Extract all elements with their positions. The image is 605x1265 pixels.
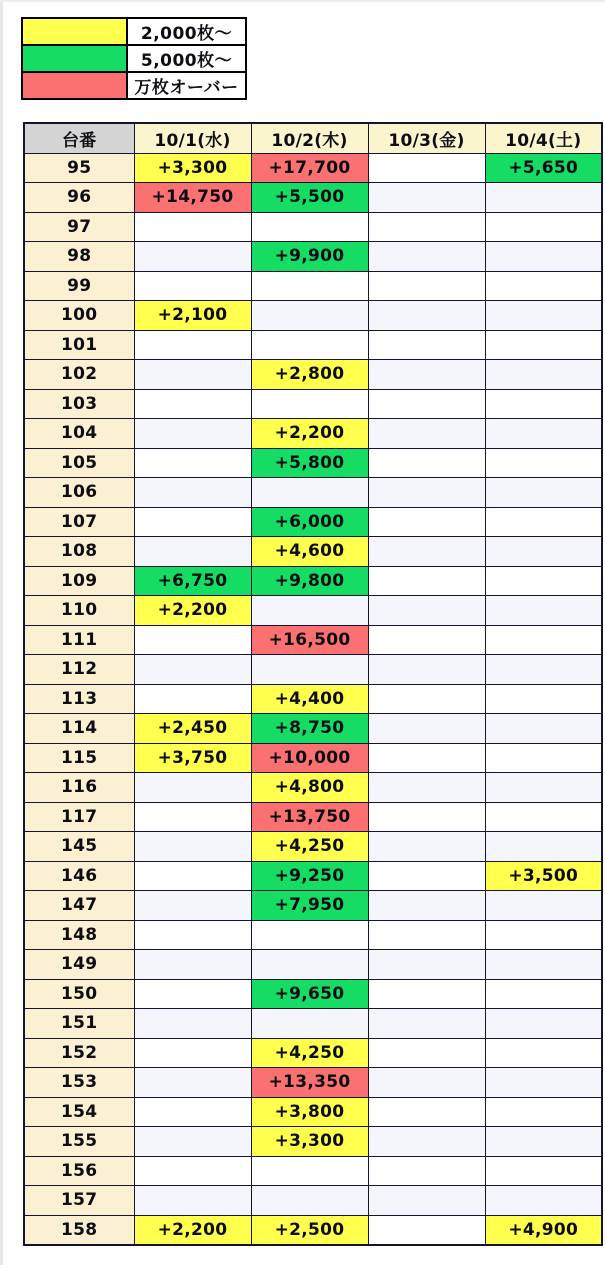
value-cell-empty bbox=[485, 596, 602, 626]
value-cell-empty bbox=[368, 1156, 485, 1186]
value-cell-empty bbox=[368, 1097, 485, 1127]
machine-number-cell: 153 bbox=[24, 1068, 134, 1098]
value-cell-empty bbox=[485, 360, 602, 390]
value-cell-yellow: +3,750 bbox=[134, 743, 251, 773]
value-cell-empty bbox=[251, 655, 368, 685]
value-cell-yellow: +4,250 bbox=[251, 832, 368, 862]
window-edge-top bbox=[0, 0, 605, 2]
legend-label: 2,000枚〜 bbox=[127, 18, 246, 45]
column-header-date: 10/2(木) bbox=[251, 123, 368, 153]
value-cell-green: +7,950 bbox=[251, 891, 368, 921]
value-cell-empty bbox=[134, 212, 251, 242]
table-row bbox=[24, 1186, 602, 1216]
value-cell-empty bbox=[134, 1156, 251, 1186]
value-cell-empty bbox=[134, 1068, 251, 1098]
legend-table bbox=[21, 17, 247, 100]
value-cell-empty bbox=[485, 1068, 602, 1098]
value-cell-empty bbox=[485, 271, 602, 301]
value-cell-empty bbox=[368, 419, 485, 449]
legend-body bbox=[22, 18, 246, 99]
value-cell-empty bbox=[134, 1186, 251, 1216]
machine-number-cell: 115 bbox=[24, 743, 134, 773]
value-cell-yellow: +3,500 bbox=[485, 861, 602, 891]
value-cell-empty bbox=[134, 802, 251, 832]
value-cell-empty bbox=[368, 1127, 485, 1157]
legend-swatch-red bbox=[22, 72, 127, 99]
window-edge-left bbox=[0, 0, 3, 1265]
value-cell-empty bbox=[251, 920, 368, 950]
value-cell-empty bbox=[485, 950, 602, 980]
value-cell-yellow: +2,100 bbox=[134, 301, 251, 331]
value-cell-empty bbox=[368, 802, 485, 832]
value-cell-empty bbox=[368, 1038, 485, 1068]
value-cell-empty bbox=[251, 1156, 368, 1186]
value-cell-empty bbox=[485, 478, 602, 508]
value-cell-red: +14,750 bbox=[134, 183, 251, 213]
table-row bbox=[24, 537, 602, 567]
value-cell-empty bbox=[368, 861, 485, 891]
value-cell-empty bbox=[485, 655, 602, 685]
value-cell-empty bbox=[485, 537, 602, 567]
table-row bbox=[24, 1009, 602, 1039]
machine-number-cell: 105 bbox=[24, 448, 134, 478]
value-cell-empty bbox=[368, 714, 485, 744]
value-cell-empty bbox=[485, 743, 602, 773]
value-cell-empty bbox=[368, 773, 485, 803]
value-cell-green: +9,250 bbox=[251, 861, 368, 891]
value-cell-empty bbox=[368, 212, 485, 242]
value-cell-yellow: +3,300 bbox=[251, 1127, 368, 1157]
column-header-machine: 台番 bbox=[24, 123, 134, 153]
value-cell-empty bbox=[368, 566, 485, 596]
value-cell-empty bbox=[368, 891, 485, 921]
column-header-date: 10/3(金) bbox=[368, 123, 485, 153]
value-cell-empty bbox=[485, 212, 602, 242]
legend-label: 5,000枚〜 bbox=[127, 45, 246, 72]
value-cell-empty bbox=[368, 950, 485, 980]
machine-number-cell: 116 bbox=[24, 773, 134, 803]
machine-number-cell: 111 bbox=[24, 625, 134, 655]
value-cell-empty bbox=[251, 478, 368, 508]
value-cell-empty bbox=[368, 684, 485, 714]
value-cell-empty bbox=[134, 271, 251, 301]
value-cell-empty bbox=[368, 301, 485, 331]
value-cell-green: +5,800 bbox=[251, 448, 368, 478]
value-cell-empty bbox=[251, 271, 368, 301]
value-cell-yellow: +3,800 bbox=[251, 1097, 368, 1127]
value-cell-green: +9,900 bbox=[251, 242, 368, 272]
value-cell-empty bbox=[251, 1009, 368, 1039]
value-cell-empty bbox=[251, 330, 368, 360]
value-cell-green: +6,000 bbox=[251, 507, 368, 537]
value-cell-empty bbox=[368, 271, 485, 301]
value-cell-empty bbox=[134, 242, 251, 272]
table-row bbox=[24, 1038, 602, 1068]
header-row bbox=[24, 123, 602, 153]
value-cell-empty bbox=[368, 1068, 485, 1098]
table-body bbox=[24, 153, 602, 1245]
value-cell-yellow: +2,450 bbox=[134, 714, 251, 744]
table-row bbox=[24, 419, 602, 449]
value-cell-empty bbox=[485, 1038, 602, 1068]
value-cell-empty bbox=[134, 448, 251, 478]
value-cell-empty bbox=[485, 920, 602, 950]
value-cell-empty bbox=[134, 832, 251, 862]
value-cell-empty bbox=[485, 389, 602, 419]
value-cell-yellow: +4,600 bbox=[251, 537, 368, 567]
value-cell-empty bbox=[485, 419, 602, 449]
value-cell-empty bbox=[368, 920, 485, 950]
value-cell-green: +9,800 bbox=[251, 566, 368, 596]
machine-number-cell: 150 bbox=[24, 979, 134, 1009]
value-cell-empty bbox=[485, 979, 602, 1009]
value-cell-empty bbox=[485, 1127, 602, 1157]
value-cell-empty bbox=[368, 1215, 485, 1245]
value-cell-yellow: +3,300 bbox=[134, 153, 251, 183]
machine-number-cell: 158 bbox=[24, 1215, 134, 1245]
value-cell-red: +13,350 bbox=[251, 1068, 368, 1098]
table-row bbox=[24, 301, 602, 331]
value-cell-empty bbox=[134, 891, 251, 921]
value-cell-empty bbox=[485, 448, 602, 478]
value-cell-empty bbox=[251, 950, 368, 980]
value-cell-empty bbox=[134, 684, 251, 714]
machine-number-cell: 114 bbox=[24, 714, 134, 744]
value-cell-green: +9,650 bbox=[251, 979, 368, 1009]
value-cell-empty bbox=[134, 861, 251, 891]
table-row bbox=[24, 478, 602, 508]
machine-number-cell: 103 bbox=[24, 389, 134, 419]
table-row bbox=[24, 507, 602, 537]
value-cell-green: +6,750 bbox=[134, 566, 251, 596]
value-cell-empty bbox=[368, 183, 485, 213]
value-cell-empty bbox=[368, 389, 485, 419]
table-row bbox=[24, 950, 602, 980]
value-cell-empty bbox=[134, 950, 251, 980]
value-cell-empty bbox=[368, 1009, 485, 1039]
table-row bbox=[24, 625, 602, 655]
machine-number-cell: 147 bbox=[24, 891, 134, 921]
value-cell-yellow: +4,400 bbox=[251, 684, 368, 714]
table-row bbox=[24, 389, 602, 419]
value-cell-empty bbox=[368, 1186, 485, 1216]
value-cell-empty bbox=[134, 1009, 251, 1039]
machine-number-cell: 98 bbox=[24, 242, 134, 272]
legend-row bbox=[22, 18, 246, 45]
machine-number-cell: 95 bbox=[24, 153, 134, 183]
value-cell-yellow: +4,250 bbox=[251, 1038, 368, 1068]
value-cell-empty bbox=[368, 596, 485, 626]
table-row bbox=[24, 1215, 602, 1245]
value-cell-empty bbox=[485, 832, 602, 862]
table-row bbox=[24, 1068, 602, 1098]
value-cell-empty bbox=[485, 1156, 602, 1186]
machine-number-cell: 100 bbox=[24, 301, 134, 331]
value-cell-empty bbox=[134, 330, 251, 360]
value-cell-empty bbox=[485, 802, 602, 832]
table-row bbox=[24, 183, 602, 213]
value-cell-empty bbox=[368, 655, 485, 685]
machine-number-cell: 146 bbox=[24, 861, 134, 891]
value-cell-yellow: +4,900 bbox=[485, 1215, 602, 1245]
machine-number-cell: 151 bbox=[24, 1009, 134, 1039]
value-cell-empty bbox=[134, 625, 251, 655]
table-row bbox=[24, 1127, 602, 1157]
machine-number-cell: 96 bbox=[24, 183, 134, 213]
value-cell-empty bbox=[134, 979, 251, 1009]
value-cell-green: +5,500 bbox=[251, 183, 368, 213]
machine-number-cell: 108 bbox=[24, 537, 134, 567]
value-cell-empty bbox=[368, 242, 485, 272]
value-cell-red: +10,000 bbox=[251, 743, 368, 773]
table-row bbox=[24, 773, 602, 803]
table-row bbox=[24, 330, 602, 360]
value-cell-empty bbox=[251, 212, 368, 242]
value-cell-empty bbox=[134, 1038, 251, 1068]
value-cell-empty bbox=[368, 537, 485, 567]
machine-number-cell: 106 bbox=[24, 478, 134, 508]
table-row bbox=[24, 714, 602, 744]
value-cell-yellow: +4,800 bbox=[251, 773, 368, 803]
value-cell-empty bbox=[134, 537, 251, 567]
value-cell-empty bbox=[368, 625, 485, 655]
legend-row bbox=[22, 72, 246, 99]
value-cell-red: +17,700 bbox=[251, 153, 368, 183]
value-cell-empty bbox=[251, 389, 368, 419]
value-cell-empty bbox=[134, 773, 251, 803]
machine-number-cell: 148 bbox=[24, 920, 134, 950]
machine-number-cell: 154 bbox=[24, 1097, 134, 1127]
value-cell-red: +16,500 bbox=[251, 625, 368, 655]
machine-number-cell: 145 bbox=[24, 832, 134, 862]
value-cell-empty bbox=[134, 920, 251, 950]
legend-row bbox=[22, 45, 246, 72]
legend-swatch-yellow bbox=[22, 18, 127, 45]
value-cell-empty bbox=[485, 242, 602, 272]
table-row bbox=[24, 1156, 602, 1186]
machine-number-cell: 110 bbox=[24, 596, 134, 626]
machine-number-cell: 149 bbox=[24, 950, 134, 980]
value-cell-empty bbox=[134, 1127, 251, 1157]
value-cell-empty bbox=[485, 1009, 602, 1039]
column-header-date: 10/1(水) bbox=[134, 123, 251, 153]
table-row bbox=[24, 891, 602, 921]
value-cell-green: +5,650 bbox=[485, 153, 602, 183]
value-cell-empty bbox=[368, 743, 485, 773]
table-row bbox=[24, 596, 602, 626]
value-cell-empty bbox=[485, 625, 602, 655]
value-cell-empty bbox=[368, 153, 485, 183]
value-cell-yellow: +2,200 bbox=[134, 1215, 251, 1245]
machine-number-cell: 152 bbox=[24, 1038, 134, 1068]
machine-number-cell: 101 bbox=[24, 330, 134, 360]
value-cell-empty bbox=[368, 979, 485, 1009]
machine-number-cell: 102 bbox=[24, 360, 134, 390]
table-row bbox=[24, 448, 602, 478]
value-cell-empty bbox=[134, 360, 251, 390]
value-cell-empty bbox=[251, 301, 368, 331]
machine-number-cell: 109 bbox=[24, 566, 134, 596]
table-row bbox=[24, 743, 602, 773]
table-row bbox=[24, 802, 602, 832]
value-cell-empty bbox=[485, 301, 602, 331]
machine-number-cell: 113 bbox=[24, 684, 134, 714]
table-row bbox=[24, 242, 602, 272]
legend-swatch-green bbox=[22, 45, 127, 72]
table-row bbox=[24, 212, 602, 242]
value-cell-empty bbox=[251, 1186, 368, 1216]
table-row bbox=[24, 271, 602, 301]
machine-number-cell: 155 bbox=[24, 1127, 134, 1157]
value-cell-empty bbox=[485, 1097, 602, 1127]
table-row bbox=[24, 861, 602, 891]
machine-number-cell: 112 bbox=[24, 655, 134, 685]
value-cell-yellow: +2,800 bbox=[251, 360, 368, 390]
table-row bbox=[24, 684, 602, 714]
value-cell-empty bbox=[368, 478, 485, 508]
value-cell-empty bbox=[134, 655, 251, 685]
table-row bbox=[24, 655, 602, 685]
value-cell-empty bbox=[485, 507, 602, 537]
value-cell-empty bbox=[485, 773, 602, 803]
value-cell-empty bbox=[485, 183, 602, 213]
value-cell-empty bbox=[134, 419, 251, 449]
machine-number-cell: 99 bbox=[24, 271, 134, 301]
value-cell-empty bbox=[134, 1097, 251, 1127]
value-cell-empty bbox=[251, 596, 368, 626]
value-cell-yellow: +2,500 bbox=[251, 1215, 368, 1245]
machine-number-cell: 157 bbox=[24, 1186, 134, 1216]
value-cell-empty bbox=[368, 330, 485, 360]
value-cell-empty bbox=[368, 832, 485, 862]
value-cell-empty bbox=[485, 1186, 602, 1216]
machine-number-cell: 117 bbox=[24, 802, 134, 832]
value-cell-empty bbox=[134, 507, 251, 537]
value-cell-empty bbox=[485, 714, 602, 744]
value-cell-empty bbox=[368, 360, 485, 390]
table-row bbox=[24, 920, 602, 950]
value-cell-empty bbox=[368, 507, 485, 537]
value-cell-yellow: +2,200 bbox=[251, 419, 368, 449]
value-cell-empty bbox=[485, 330, 602, 360]
machine-number-cell: 97 bbox=[24, 212, 134, 242]
results-table bbox=[23, 122, 603, 1246]
value-cell-empty bbox=[485, 891, 602, 921]
table-row bbox=[24, 360, 602, 390]
value-cell-empty bbox=[134, 478, 251, 508]
value-cell-green: +8,750 bbox=[251, 714, 368, 744]
table-row bbox=[24, 832, 602, 862]
value-cell-empty bbox=[485, 566, 602, 596]
machine-number-cell: 107 bbox=[24, 507, 134, 537]
value-cell-red: +13,750 bbox=[251, 802, 368, 832]
value-cell-yellow: +2,200 bbox=[134, 596, 251, 626]
machine-number-cell: 104 bbox=[24, 419, 134, 449]
value-cell-empty bbox=[134, 389, 251, 419]
value-cell-empty bbox=[485, 684, 602, 714]
column-header-date: 10/4(土) bbox=[485, 123, 602, 153]
machine-number-cell: 156 bbox=[24, 1156, 134, 1186]
table-row bbox=[24, 1097, 602, 1127]
table-row bbox=[24, 979, 602, 1009]
value-cell-empty bbox=[368, 448, 485, 478]
table-row bbox=[24, 153, 602, 183]
legend-label: 万枚オーバー bbox=[127, 72, 246, 99]
table-row bbox=[24, 566, 602, 596]
